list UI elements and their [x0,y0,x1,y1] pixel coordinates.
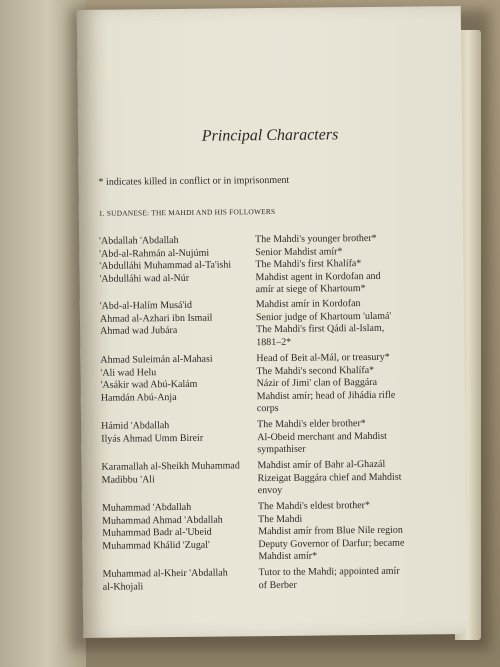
character-description: Mahdist amír in Kordofan [255,298,361,311]
footnote-legend: * indicates killed in conflict or in imprisonment [98,174,290,188]
character-name: Ilyás Ahmad Umm Bireir [101,432,204,445]
character-description: Názir of Jimi' clan of Baggára [256,376,378,390]
character-name: 'Abd-al-Halím Musá'id [99,299,193,312]
character-description: Mahdist amír of Bahr al-Ghazál [257,458,386,472]
character-description: envoy [257,484,283,497]
character-name: 'Asákir wad Abú-Kalám [100,378,198,391]
character-name: 'Abdulláhi Muhammad al-Ta'ishi [99,259,232,272]
book-page [77,6,468,638]
character-description: The Mahdi's younger brother* [255,232,377,246]
character-name: Hámid 'Abdallah [101,420,170,432]
character-name: Muhammad Badr al-'Ubeid [102,526,212,539]
character-description: Rizeigat Baggára chief and Mahdist [257,471,402,484]
character-name: Muhammad al-Kheir 'Abdallah [102,567,228,580]
character-description: The Mahdi's second Khalífa* [256,364,375,377]
character-row [83,565,467,580]
character-name: 'Abdallah 'Abdallah [99,234,179,247]
character-description: The Mahdi's elder brother* [257,418,366,431]
character-description: Mahdist amír; head of Jihádia rifle [256,389,396,402]
character-name: 'Abd-al-Rahmán al-Nujúmi [99,247,210,260]
character-description: of Berber [258,579,297,591]
character-name: Karamallah al-Sheikh Muhammad [101,460,240,473]
character-description: The Mahdi's first Qádi al-Islam, [256,322,385,336]
character-row [81,417,465,432]
character-name: Hamdán Abú-Anja [100,391,177,404]
character-name: Ahmad Suleimán al-Mahasi [100,353,213,366]
character-row [80,297,464,312]
character-description: corps [256,402,279,415]
character-name: al-Khojali [102,580,144,593]
character-description: Mahdist amír from Blue Nile region [258,524,403,538]
page-title: Principal Characters [201,126,339,145]
character-description: Deputy Governor of Darfur; became [258,537,405,550]
character-name: Ahmad al-Azhari ibn Ismail [99,312,213,325]
character-description: sympathiser [257,443,306,456]
character-name: 'Abdulláhi wad al-Núr [99,272,190,285]
character-name: Muhammad Khálid 'Zugal' [102,539,210,552]
character-description: Al-Obeid merchant and Mahdist [257,430,387,443]
character-description: 1881–2* [256,336,292,348]
section-heading: 1. SUDANESE: THE MAHDI AND HIS FOLLOWERS [98,206,276,218]
character-description: Senior judge of Khartoum 'ulamá' [255,310,392,323]
character-name: 'Ali wad Helu [100,366,157,379]
character-description: Mahdist agent in Kordofan and [255,270,381,283]
character-description: Senior Mahdist amír* [255,245,343,258]
character-description: Head of Beit al-Mál, or treasury* [256,351,390,365]
character-description: The Mahdi's eldest brother* [257,499,371,513]
character-name: Ahmad wad Jubára [100,324,178,337]
character-description: Mahdist amír* [258,550,318,563]
character-description: amír at siege of Khartoum* [255,283,366,296]
character-name: Madibbu 'Ali [101,473,155,486]
character-name: Muhammad 'Abdallah [101,501,192,514]
character-description: The Mahdi [258,513,303,525]
character-description: The Mahdi's first Khalífa* [255,258,362,271]
character-row [81,458,465,473]
character-row [79,232,463,247]
character-name: Muhammad Ahmad 'Abdallah [102,514,223,527]
character-description: Tutor to the Mahdi; appointed amír [258,565,400,579]
character-row [80,351,464,366]
character-row [82,499,466,514]
